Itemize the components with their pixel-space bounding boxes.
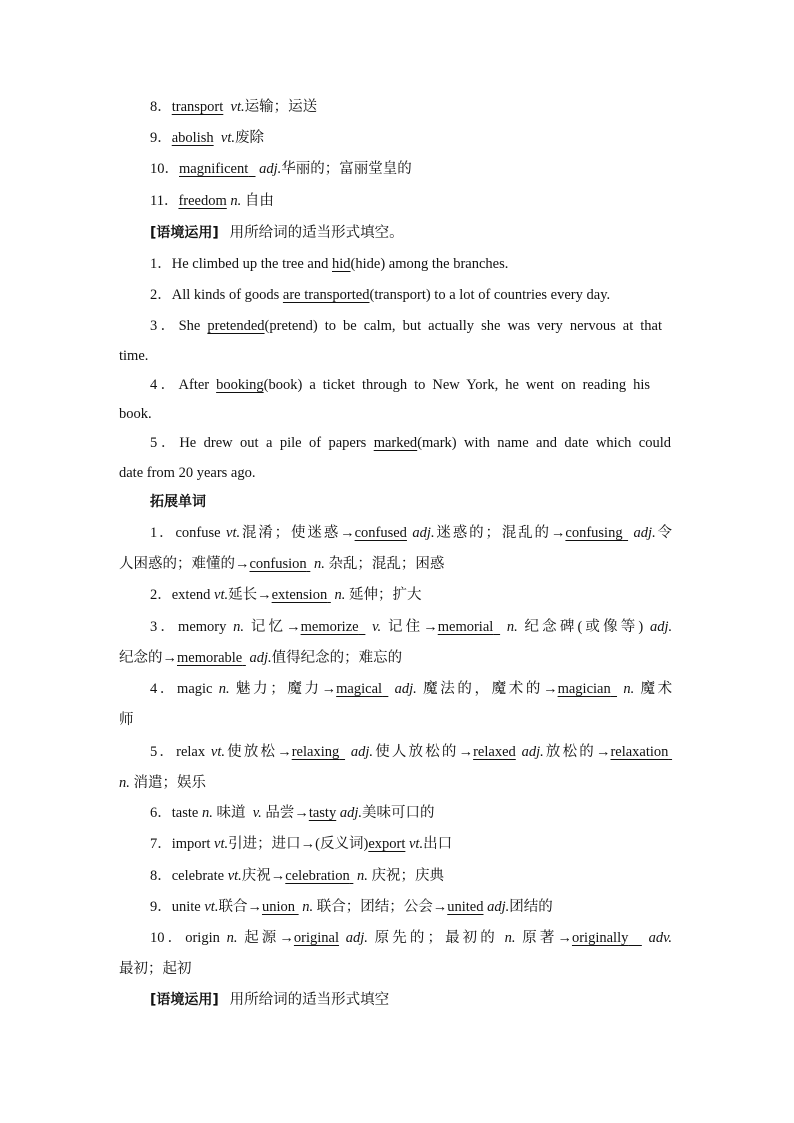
vocab-item: 11．freedom n. 自由 — [150, 193, 274, 209]
exercise-item: 3．She pretended(pretend) to be calm, but actually she was very nervous at that — [150, 318, 663, 334]
extend-continuation: 人困惑的；难懂的→confusion n. 杂乱；混乱；困惑 — [119, 556, 445, 572]
extend-continuation: n. 消遣；娱乐 — [119, 775, 206, 791]
extend-item: 6．taste n. 味道 v. 品尝→tasty adj.美味可口的 — [150, 805, 435, 821]
extend-item: 2．extend vt.延长→extension n. 延伸；扩大 — [150, 587, 422, 603]
extend-continuation: 师 — [119, 712, 134, 728]
extend-continuation: 纪念的→memorable adj.值得纪念的；难忘的 — [119, 650, 403, 666]
section-heading: [语境运用] 用所给词的适当形式填空 — [150, 992, 390, 1008]
extend-item: 3．memory n. 记忆→memorize v. 记住→memorial n. 纪念碑(或像等) adj. — [150, 619, 673, 635]
exercise-item: 2．All kinds of goods are transported(transport) to a lot of countries every day. — [150, 287, 611, 303]
vocab-item: 10．magnificent adj.华丽的；富丽堂皇的 — [150, 161, 412, 177]
exercise-item: 1．He climbed up the tree and hid(hide) among the branches. — [150, 256, 509, 272]
exercise-item: 4．After booking(book) a ticket through to New York, he went on reading his — [150, 377, 651, 393]
vocab-item: 9．abolish vt.废除 — [150, 130, 264, 146]
extend-continuation: 最初；起初 — [119, 961, 192, 977]
extend-item: 8．celebrate vt.庆祝→celebration n. 庆祝；庆典 — [150, 868, 444, 884]
extend-item: 10．origin n. 起源→original adj. 原先的；最初的 n. 原著→originally adv. — [150, 930, 673, 946]
extend-item: 7．import vt.引进；进口→(反义词)export vt.出口 — [150, 836, 453, 852]
exercise-continuation: date from 20 years ago. — [119, 465, 256, 481]
vocab-item: 8．transport vt.运输；运送 — [150, 99, 318, 115]
extend-item: 1．confuse vt.混淆；使迷惑→confused adj.迷惑的；混乱的→confusing adj.令 — [150, 525, 673, 541]
extend-item: 9．unite vt.联合→union n. 联合；团结；公会→united adj.团结的 — [150, 899, 553, 915]
extend-item: 4．magic n. 魅力；魔力→magical adj. 魔法的，魔术的→magician n. 魔术 — [150, 681, 673, 697]
exercise-continuation: time. — [119, 348, 149, 364]
extend-item: 5．relax vt.使放松→relaxing adj.使人放松的→relaxed adj.放松的→relaxation — [150, 744, 669, 760]
section-heading: 拓展单词 — [150, 494, 206, 510]
exercise-continuation: book. — [119, 406, 152, 422]
section-heading: [语境运用] 用所给词的适当形式填空。 — [150, 225, 404, 241]
exercise-item: 5．He drew out a pile of papers marked(mark) with name and date which could — [150, 435, 671, 451]
